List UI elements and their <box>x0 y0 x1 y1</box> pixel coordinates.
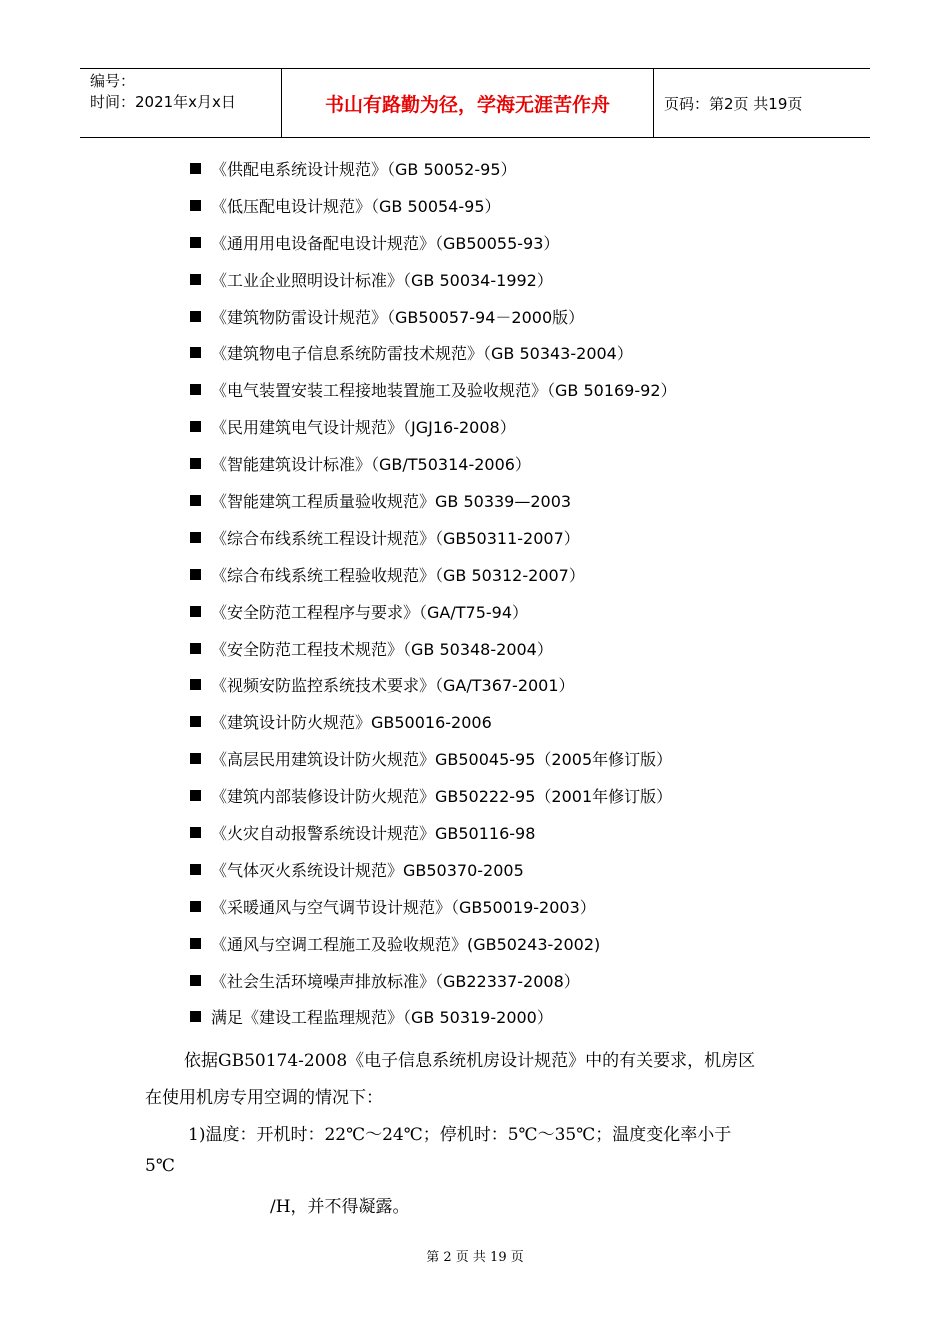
list-item: 《高层民用建筑设计防火规范》GB50045-95（2005年修订版） <box>190 740 677 777</box>
page-info: 页码：第2页 共19页 <box>664 94 803 113</box>
list-item: 《低压配电设计规范》（GB 50054-95） <box>190 187 677 224</box>
square-bullet-icon <box>190 864 201 875</box>
standards-list <box>190 150 677 1035</box>
square-bullet-icon <box>190 200 201 211</box>
list-item: 《火灾自动报警系统设计规范》GB50116-98 <box>190 814 677 851</box>
list-item: 《供配电系统设计规范》（GB 50052-95） <box>190 150 677 187</box>
list-item: 《安全防范工程技术规范》（GB 50348-2004） <box>190 630 677 667</box>
body-line-5: /H，并不得凝露。 <box>270 1197 410 1217</box>
time-label: 时间：2021年x月x日 <box>90 93 236 111</box>
square-bullet-icon <box>190 827 201 838</box>
list-item: 《社会生活环境噪声排放标准》（GB22337-2008） <box>190 962 677 999</box>
page-header <box>80 68 870 138</box>
square-bullet-icon <box>190 790 201 801</box>
body-line-4: 5℃ <box>145 1156 175 1176</box>
square-bullet-icon <box>190 569 201 580</box>
square-bullet-icon <box>190 938 201 949</box>
list-item: 《建筑物防雷设计规范》（GB50057-94－2000版） <box>190 298 677 335</box>
list-item: 《建筑物电子信息系统防雷技术规范》（GB 50343-2004） <box>190 334 677 371</box>
square-bullet-icon <box>190 606 201 617</box>
square-bullet-icon <box>190 975 201 986</box>
square-bullet-icon <box>190 753 201 764</box>
page-footer: 第 2 页 共 19 页 <box>426 1250 524 1265</box>
square-bullet-icon <box>190 458 201 469</box>
square-bullet-icon <box>190 347 201 358</box>
square-bullet-icon <box>190 274 201 285</box>
list-item: 《民用建筑电气设计规范》（JGJ16-2008） <box>190 408 677 445</box>
square-bullet-icon <box>190 237 201 248</box>
list-item: 《综合布线系统工程验收规范》（GB 50312-2007） <box>190 556 677 593</box>
list-item: 《视频安防监控系统技术要求》（GA/T367-2001） <box>190 666 677 703</box>
list-item: 《通用用电设备配电设计规范》（GB50055-93） <box>190 224 677 261</box>
square-bullet-icon <box>190 716 201 727</box>
square-bullet-icon <box>190 311 201 322</box>
list-item: 《建筑设计防火规范》GB50016-2006 <box>190 703 677 740</box>
list-item: 《气体灭火系统设计规范》GB50370-2005 <box>190 851 677 888</box>
square-bullet-icon <box>190 421 201 432</box>
motto-text: 书山有路勤为径，学海无涯苦作舟 <box>324 93 610 116</box>
list-item: 《综合布线系统工程设计规范》（GB50311-2007） <box>190 519 677 556</box>
list-item: 《建筑内部装修设计防火规范》GB50222-95（2001年修订版） <box>190 777 677 814</box>
square-bullet-icon <box>190 384 201 395</box>
list-item: 《安全防范工程程序与要求》（GA/T75-94） <box>190 593 677 630</box>
square-bullet-icon <box>190 1011 201 1022</box>
list-item: 《智能建筑设计标准》（GB/T50314-2006） <box>190 445 677 482</box>
square-bullet-icon <box>190 901 201 912</box>
list-item: 《工业企业照明设计标准》（GB 50034-1992） <box>190 261 677 298</box>
list-item: 满足《建设工程监理规范》（GB 50319-2000） <box>190 998 677 1035</box>
square-bullet-icon <box>190 643 201 654</box>
header-page-cell <box>654 69 870 137</box>
list-item: 《通风与空调工程施工及验收规范》(GB50243-2002) <box>190 925 677 962</box>
body-line-1: 依据GB50174-2008《电子信息系统机房设计规范》中的有关要求，机房区 <box>184 1051 756 1071</box>
square-bullet-icon <box>190 532 201 543</box>
square-bullet-icon <box>190 679 201 690</box>
header-motto-cell <box>282 69 654 137</box>
body-line-3: 1)温度：开机时：22℃～24℃；停机时：5℃～35℃；温度变化率小于 <box>188 1125 732 1145</box>
number-label: 编号： <box>90 72 136 90</box>
body-line-2: 在使用机房专用空调的情况下： <box>145 1088 383 1108</box>
square-bullet-icon <box>190 163 201 174</box>
header-left-cell <box>80 69 282 137</box>
list-item: 《采暖通风与空气调节设计规范》（GB50019-2003） <box>190 888 677 925</box>
list-item: 《电气装置安装工程接地装置施工及验收规范》（GB 50169-92） <box>190 371 677 408</box>
square-bullet-icon <box>190 495 201 506</box>
list-item: 《智能建筑工程质量验收规范》GB 50339—2003 <box>190 482 677 519</box>
